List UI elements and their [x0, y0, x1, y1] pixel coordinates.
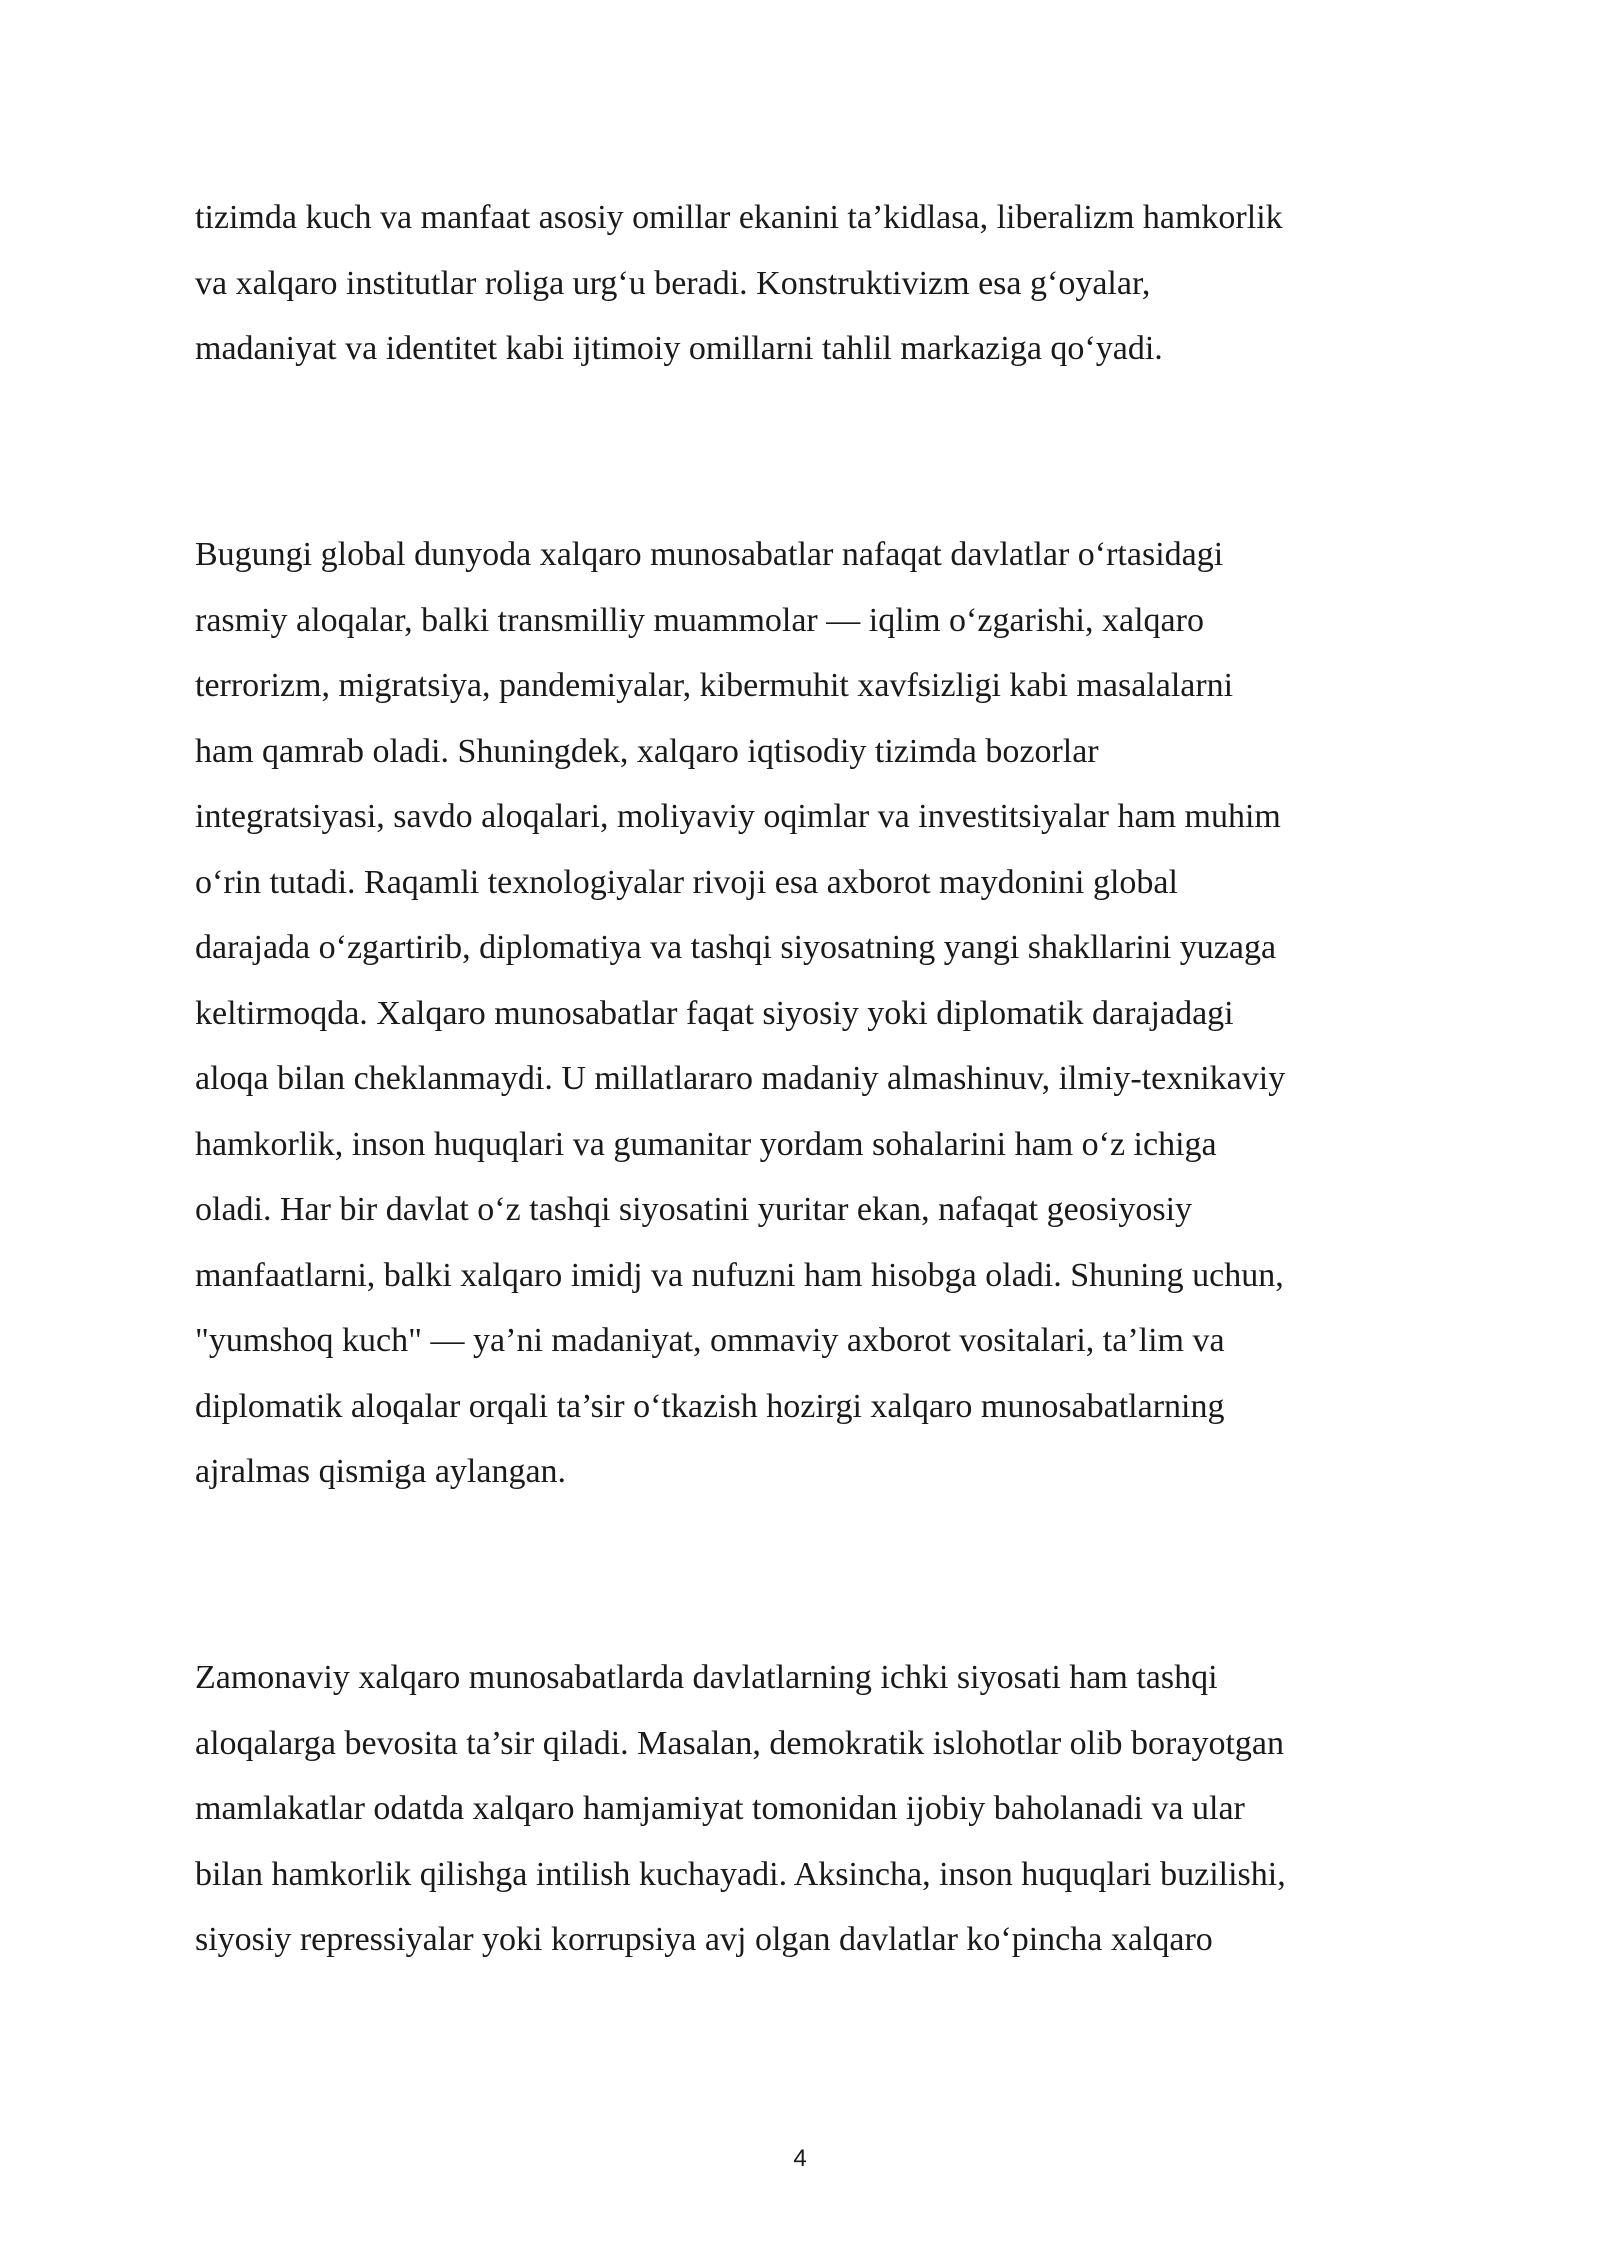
text-line: manfaatlarni, balki xalqaro imidj va nufuzni ham hisobga oladi. Shuning uchun, [195, 1256, 1284, 1294]
page-number: 4 [793, 2145, 807, 2172]
text-line: ham qamrab oladi. Shuningdek, xalqaro iqtisodiy tizimda bozorlar [195, 732, 1099, 770]
text-line: aloqalarga bevosita ta’sir qiladi. Masalan, demokratik islohotlar olib borayotgan [195, 1724, 1284, 1762]
text-line: keltirmoqda. Xalqaro munosabatlar faqat siyosiy yoki diplomatik darajadagi [195, 994, 1234, 1032]
paragraph-3 [195, 1645, 1445, 1973]
text-line: Zamonaviy xalqaro munosabatlarda davlatlarning ichki siyosati ham tashqi [195, 1659, 1218, 1696]
text-line: tizimda kuch va manfaat asosiy omillar ekanini ta’kidlasa, liberalizm hamkorlik [195, 199, 1283, 236]
text-line: Bugungi global dunyoda xalqaro munosabatlar nafaqat davlatlar o‘rtasidagi [195, 536, 1224, 573]
text-line: "yumshoq kuch" — ya’ni madaniyat, ommaviy axborot vositalari, ta’lim va [195, 1322, 1225, 1359]
text-line: o‘rin tutadi. Raqamli texnologiyalar rivoji esa axborot maydonini global [195, 863, 1178, 901]
text-line: integratsiyasi, savdo aloqalari, moliyaviy oqimlar va investitsiyalar ham muhim [195, 798, 1281, 835]
text-line: madaniyat va identitet kabi ijtimoiy omillarni tahlil markaziga qo‘yadi. [195, 330, 1163, 367]
text-line: diplomatik aloqalar orqali ta’sir o‘tkazish hozirgi xalqaro munosabatlarning [195, 1387, 1225, 1425]
text-line: bilan hamkorlik qilishga intilish kuchayadi. Aksincha, inson huquqlari buzilishi, [195, 1855, 1286, 1893]
paragraph-1 [195, 185, 1445, 382]
text-line: hamkorlik, inson huquqlari va gumanitar yordam sohalarini ham o‘z ichiga [195, 1125, 1217, 1163]
text-line: aloqa bilan cheklanmaydi. U millatlararo madaniy almashinuv, ilmiy-texnikaviy [195, 1060, 1286, 1097]
text-line: siyosiy repressiyalar yoki korrupsiya avj olgan davlatlar ko‘pincha xalqaro [195, 1921, 1213, 1958]
text-line: mamlakatlar odatda xalqaro hamjamiyat tomonidan ijobiy baholanadi va ular [195, 1790, 1245, 1827]
text-line: va xalqaro institutlar roliga urg‘u beradi. Konstruktivizm esa g‘oyalar, [195, 264, 1151, 302]
text-line: darajada o‘zgartirib, diplomatiya va tashqi siyosatning yangi shakllarini yuzaga [195, 929, 1277, 966]
text-line: oladi. Har bir davlat o‘z tashqi siyosatini yuritar ekan, nafaqat geosiyosiy [195, 1191, 1193, 1228]
text-line: terrorizm, migratsiya, pandemiyalar, kibermuhit xavfsizligi kabi masalalarni [195, 667, 1234, 704]
text-line: rasmiy aloqalar, balki transmilliy muammolar — iqlim o‘zgarishi, xalqaro [195, 601, 1204, 639]
paragraph-2 [195, 522, 1445, 1505]
text-line: ajralmas qismiga aylangan. [195, 1453, 567, 1490]
